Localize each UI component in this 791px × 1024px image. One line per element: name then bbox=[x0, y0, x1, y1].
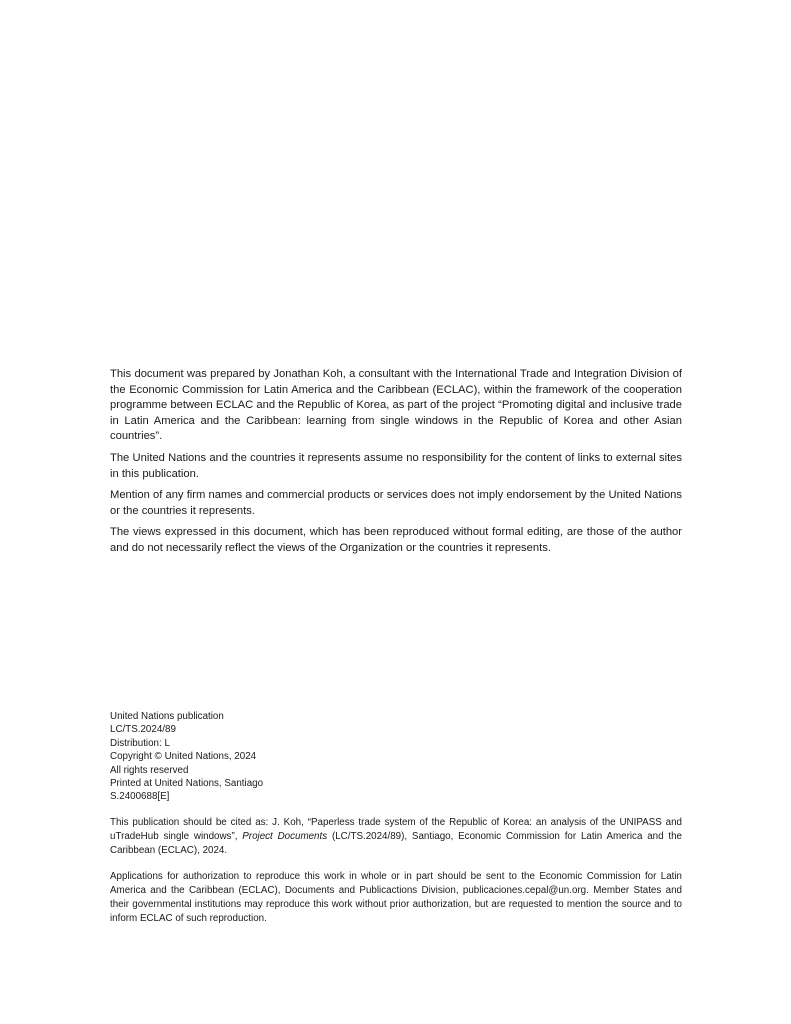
copyright: Copyright © United Nations, 2024 bbox=[110, 751, 257, 763]
links-disclaimer: The United Nations and the countries it represents assume no responsibility for the content of links to external sites in this publication. bbox=[110, 451, 682, 480]
publication-type: United Nations publication bbox=[110, 711, 224, 722]
citation-series-title: Project Documents bbox=[242, 830, 328, 842]
distribution: Distribution: L bbox=[110, 737, 170, 749]
citation-text-end: (LC/TS.2024/89), Santiago, Economic Commission for Latin America and the Caribbean (ECLAC), 2024. bbox=[110, 830, 683, 856]
preparation-note: This document was prepared by Jonathan Koh, a consultant with the International Trade and Integration Division of the Economic Commission for Latin America and the Caribbean (ECLAC), within the framework of the cooperation programme between ECLAC and the Republic of Korea, as part of the project “Promoting digital and inclusive trade in Latin America and the Caribbean: learning from single windows in the Republic of Korea and other Asian countries”. bbox=[110, 368, 682, 443]
citation-note bbox=[110, 816, 682, 858]
printing-location: Printed at United Nations, Santiago bbox=[110, 778, 264, 790]
authorization-note: Applications for authorization to reproduce this work in whole or in part should be sent to the Economic Commission for Latin America and the Caribbean (ECLAC), Documents and Publicactions Division, publicaciones.cepal@un.org. Member States and their governmental institutions may reproduce this work without prior authorization, but are requested to mention the source and to inform ECLAC of such reproduction. bbox=[110, 871, 682, 924]
endorsement-disclaimer: Mention of any firm names and commercial products or services does not imply endorsement by the United Nations or the countries it represents. bbox=[110, 489, 682, 517]
sales-number: S.2400688[E] bbox=[110, 791, 170, 803]
citation-text-start: This publication should be cited as: J. Koh, “Paperless trade system of the Republic of Korea: an analysis of the UNIPASS and uTradeHub single windows”, bbox=[110, 817, 682, 842]
intro-section bbox=[110, 367, 682, 563]
publication-info bbox=[110, 710, 410, 804]
document-symbol: LC/TS.2024/89 bbox=[110, 724, 176, 736]
rights-reserved: All rights reserved bbox=[110, 764, 189, 776]
views-disclaimer: The views expressed in this document, which has been reproduced without formal editing, are those of the author and do not necessarily reflect the views of the Organization or the countries it represents. bbox=[110, 526, 682, 554]
